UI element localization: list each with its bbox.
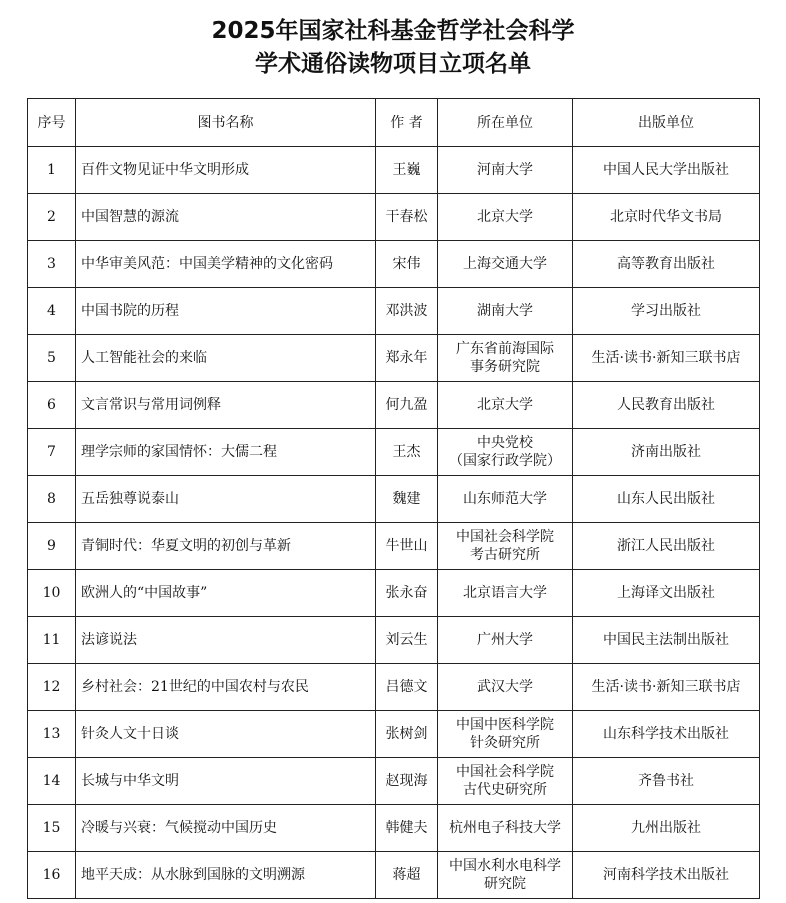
publisher: 生活·读书·新知三联书店 [573, 664, 760, 711]
row-number: 1 [28, 147, 76, 194]
book-title: 百件文物见证中华文明形成 [76, 147, 376, 194]
affiliation [438, 570, 573, 617]
table-row [28, 758, 760, 805]
author: 何九盈 [376, 382, 438, 429]
affiliation [438, 241, 573, 288]
book-title: 地平天成：从水脉到国脉的文明溯源 [76, 852, 376, 899]
publisher: 高等教育出版社 [573, 241, 760, 288]
table-row [28, 288, 760, 335]
table-row [28, 805, 760, 852]
affiliation [438, 288, 573, 335]
book-title: 人工智能社会的来临 [76, 335, 376, 382]
author: 王杰 [376, 429, 438, 476]
row-number: 12 [28, 664, 76, 711]
affiliation-line: 事务研究院 [470, 359, 540, 375]
affiliation [438, 194, 573, 241]
affiliation-line: 中国中医科学院 [456, 717, 554, 733]
affiliation-line: 中央党校 [477, 435, 533, 451]
affiliation [438, 429, 573, 476]
row-number: 7 [28, 429, 76, 476]
affiliation [438, 758, 573, 805]
publisher: 北京时代华文书局 [573, 194, 760, 241]
affiliation-line: 武汉大学 [477, 679, 533, 695]
publisher: 生活·读书·新知三联书店 [573, 335, 760, 382]
author: 郑永年 [376, 335, 438, 382]
book-title: 中国书院的历程 [76, 288, 376, 335]
affiliation-line: 上海交通大学 [463, 256, 547, 272]
affiliation-line: 北京大学 [477, 397, 533, 413]
author: 宋伟 [376, 241, 438, 288]
affiliation [438, 335, 573, 382]
book-title: 针灸人文十日谈 [76, 711, 376, 758]
row-number: 8 [28, 476, 76, 523]
affiliation [438, 805, 573, 852]
row-number: 2 [28, 194, 76, 241]
author: 韩健夫 [376, 805, 438, 852]
author: 赵现海 [376, 758, 438, 805]
book-title: 理学宗师的家国情怀：大儒二程 [76, 429, 376, 476]
row-number: 16 [28, 852, 76, 899]
book-title: 中华审美风范：中国美学精神的文化密码 [76, 241, 376, 288]
affiliation [438, 711, 573, 758]
table-row [28, 476, 760, 523]
publisher: 河南科学技术出版社 [573, 852, 760, 899]
affiliation-line: 湖南大学 [477, 303, 533, 319]
affiliation [438, 147, 573, 194]
project-list-table [27, 98, 760, 899]
publisher: 九州出版社 [573, 805, 760, 852]
author: 张永奋 [376, 570, 438, 617]
affiliation-line: （国家行政学院） [449, 453, 561, 469]
row-number: 15 [28, 805, 76, 852]
affiliation [438, 664, 573, 711]
table-row [28, 147, 760, 194]
author: 魏建 [376, 476, 438, 523]
publisher: 学习出版社 [573, 288, 760, 335]
table-row [28, 194, 760, 241]
book-title: 青铜时代：华夏文明的初创与革新 [76, 523, 376, 570]
affiliation-line: 中国水利水电科学 [449, 858, 561, 874]
header-no: 序号 [28, 99, 76, 147]
publisher: 齐鲁书社 [573, 758, 760, 805]
affiliation-line: 针灸研究所 [470, 735, 540, 751]
publisher: 山东科学技术出版社 [573, 711, 760, 758]
affiliation [438, 617, 573, 664]
table-row [28, 429, 760, 476]
publisher: 山东人民出版社 [573, 476, 760, 523]
publisher: 中国民主法制出版社 [573, 617, 760, 664]
affiliation [438, 382, 573, 429]
author: 牛世山 [376, 523, 438, 570]
table-row [28, 570, 760, 617]
table-row [28, 711, 760, 758]
table-row [28, 335, 760, 382]
table-row [28, 664, 760, 711]
affiliation-line: 北京语言大学 [463, 585, 547, 601]
author: 张树剑 [376, 711, 438, 758]
row-number: 13 [28, 711, 76, 758]
header-author: 作 者 [376, 99, 438, 147]
author: 邓洪波 [376, 288, 438, 335]
publisher: 上海译文出版社 [573, 570, 760, 617]
affiliation [438, 476, 573, 523]
row-number: 5 [28, 335, 76, 382]
row-number: 10 [28, 570, 76, 617]
affiliation-line: 杭州电子科技大学 [449, 820, 561, 836]
table-row [28, 382, 760, 429]
table-header-row [28, 99, 760, 147]
book-title: 长城与中华文明 [76, 758, 376, 805]
header-publisher: 出版单位 [573, 99, 760, 147]
table-row [28, 523, 760, 570]
row-number: 4 [28, 288, 76, 335]
author: 吕德文 [376, 664, 438, 711]
page-title-line2: 学术通俗读物项目立项名单 [255, 51, 531, 77]
affiliation [438, 852, 573, 899]
affiliation-line: 考古研究所 [470, 547, 540, 563]
affiliation-line: 河南大学 [477, 162, 533, 178]
affiliation-line: 北京大学 [477, 209, 533, 225]
affiliation-line: 广东省前海国际 [456, 341, 554, 357]
row-number: 3 [28, 241, 76, 288]
author: 干春松 [376, 194, 438, 241]
table-row [28, 241, 760, 288]
book-title: 乡村社会：21世纪的中国农村与农民 [76, 664, 376, 711]
row-number: 6 [28, 382, 76, 429]
header-book-title: 图书名称 [76, 99, 376, 147]
author: 王巍 [376, 147, 438, 194]
book-title: 冷暖与兴衰：气候搅动中国历史 [76, 805, 376, 852]
header-unit: 所在单位 [438, 99, 573, 147]
table-row [28, 617, 760, 664]
affiliation-line: 中国社会科学院 [456, 529, 554, 545]
row-number: 11 [28, 617, 76, 664]
row-number: 14 [28, 758, 76, 805]
book-title: 欧洲人的“中国故事” [76, 570, 376, 617]
author: 蒋超 [376, 852, 438, 899]
affiliation-line: 研究院 [484, 876, 526, 892]
book-title: 五岳独尊说泰山 [76, 476, 376, 523]
affiliation-line: 中国社会科学院 [456, 764, 554, 780]
author: 刘云生 [376, 617, 438, 664]
book-title: 中国智慧的源流 [76, 194, 376, 241]
affiliation-line: 广州大学 [477, 632, 533, 648]
book-title: 文言常识与常用词例释 [76, 382, 376, 429]
page-title-line1: 2025年国家社科基金哲学社会科学 [211, 18, 575, 44]
affiliation-line: 山东师范大学 [463, 491, 547, 507]
row-number: 9 [28, 523, 76, 570]
publisher: 中国人民大学出版社 [573, 147, 760, 194]
affiliation-line: 古代史研究所 [463, 782, 547, 798]
affiliation [438, 523, 573, 570]
publisher: 人民教育出版社 [573, 382, 760, 429]
publisher: 济南出版社 [573, 429, 760, 476]
publisher: 浙江人民出版社 [573, 523, 760, 570]
table-row [28, 852, 760, 899]
book-title: 法谚说法 [76, 617, 376, 664]
